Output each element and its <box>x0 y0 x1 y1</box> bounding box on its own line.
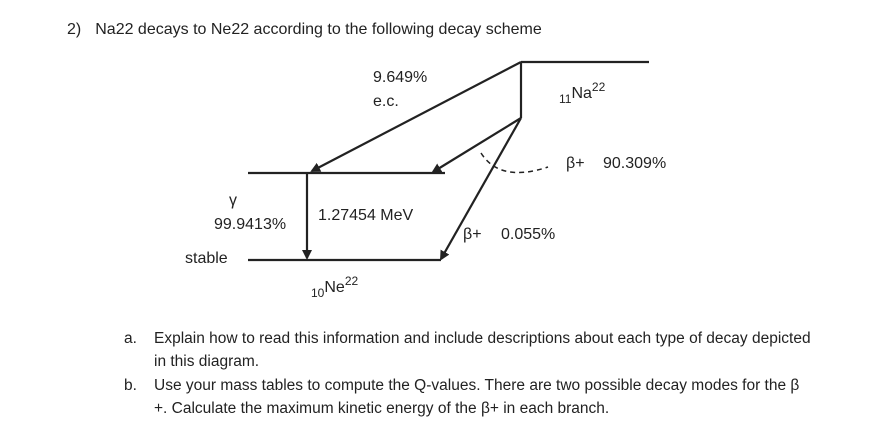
question-part-b <box>124 374 814 420</box>
part-text: Use your mass tables to compute the Q-values. There are two possible decay modes for the β +. Calculate the maximum kinetic energy of the β+ in each branch. <box>154 377 800 417</box>
beta-plus-main-label: β+ <box>566 155 585 172</box>
daughter-nuclide-label <box>311 274 358 300</box>
beta-plus-main-arrow <box>433 118 521 172</box>
ec-percent-label: 9.649% <box>373 69 428 86</box>
daughter-atomic-number: 10 <box>311 286 325 300</box>
question-parts <box>124 327 814 421</box>
part-text: Explain how to read this information and include descriptions about each type of decay depicted in this diagram. <box>154 330 811 370</box>
parent-mass-number: 22 <box>591 80 606 94</box>
gamma-energy: 1.27454 MeV <box>318 207 414 224</box>
daughter-symbol: Ne <box>324 279 345 296</box>
gamma-symbol: γ <box>229 192 237 209</box>
daughter-mass-number: 22 <box>344 274 359 288</box>
gamma-percent: 99.9413% <box>214 216 287 233</box>
parent-atomic-number: 11 <box>559 92 572 106</box>
stable-label: stable <box>185 250 228 267</box>
parent-nuclide-label <box>559 80 606 106</box>
part-letter: a. <box>124 330 137 347</box>
ec-label: e.c. <box>373 93 399 110</box>
part-letter: b. <box>124 377 137 394</box>
beta-plus-minor-label: β+ <box>463 226 482 243</box>
question-number: 2) <box>67 21 82 38</box>
beta-plus-main-percent: 90.309% <box>603 155 667 172</box>
question-part-a <box>124 327 814 373</box>
parent-symbol: Na <box>571 85 592 102</box>
question-text: Na22 decays to Ne22 according to the following decay scheme <box>95 21 542 38</box>
beta-plus-minor-percent: 0.055% <box>501 226 556 243</box>
